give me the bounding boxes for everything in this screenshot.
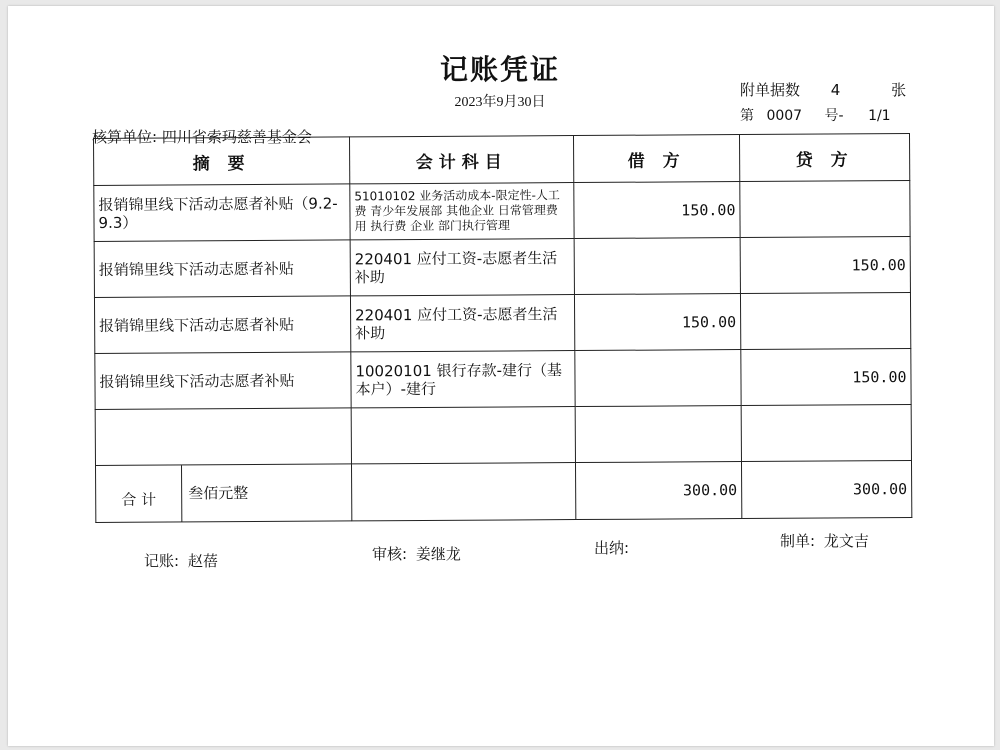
total-row: [96, 461, 912, 523]
header-summary: 摘 要: [94, 137, 350, 186]
bookkeeper-name: 赵蓓: [187, 552, 218, 570]
entry-row: [94, 237, 910, 298]
entry-debit: [575, 350, 741, 407]
entry-debit: 150.00: [574, 294, 740, 351]
entry-account: [351, 407, 575, 464]
voucher-number-prefix: 第: [740, 108, 754, 124]
total-label: 合 计: [96, 465, 182, 522]
entry-row-empty: [95, 405, 911, 466]
entry-summary: [95, 408, 351, 466]
voucher-page: 1/1: [868, 108, 891, 124]
entry-account: 51010102 业务活动成本-限定性-人工费 青少年发展部 其他企业 日常管理费用 执行费 企业 部门执行管理: [350, 183, 574, 240]
total-words-extension: [351, 463, 575, 521]
entry-debit: [575, 406, 741, 463]
entry-credit: 150.00: [740, 237, 910, 294]
total-credit: 300.00: [741, 461, 911, 519]
signature-line: [0, 530, 1000, 570]
total-cell: [96, 464, 352, 523]
voucher-table-wrap: [93, 133, 911, 523]
reviewer-signature: [372, 543, 461, 564]
voucher-table: [93, 133, 912, 523]
header-account: 会计科目: [349, 136, 573, 184]
reviewer-label: 审核:: [372, 545, 408, 563]
preparer-label: 制单:: [780, 532, 816, 550]
voucher-number-suffix: 号-: [824, 108, 844, 124]
entry-row: [94, 181, 910, 242]
entry-credit: [741, 405, 911, 462]
entry-debit: [574, 238, 740, 295]
reviewer-name: 姜继龙: [415, 545, 461, 563]
entry-row: [95, 349, 911, 410]
attachments-label: 附单据数: [740, 81, 801, 99]
total-debit: 300.00: [575, 462, 741, 520]
bookkeeper-signature: [144, 550, 218, 571]
voucher-date: 2023年9月30日: [454, 95, 546, 110]
attachments-unit: 张: [891, 81, 907, 99]
entry-summary: 报销锦里线下活动志愿者补贴: [95, 352, 351, 410]
entry-account: 220401 应付工资-志愿者生活补助: [350, 295, 574, 352]
attachments-value: 4: [830, 81, 841, 99]
preparer-name: 龙文吉: [823, 532, 869, 550]
entry-summary: 报销锦里线下活动志愿者补贴: [94, 296, 350, 354]
cashier-signature: [594, 537, 638, 558]
entry-debit: 150.00: [574, 182, 740, 239]
header-debit: 借 方: [573, 135, 739, 183]
entry-summary: 报销锦里线下活动志愿者补贴（9.2-9.3）: [94, 184, 350, 242]
voucher-number: [740, 105, 891, 125]
entry-account: 220401 应付工资-志愿者生活补助: [350, 239, 574, 296]
entry-summary: 报销锦里线下活动志愿者补贴: [94, 240, 350, 298]
cashier-label: 出纳:: [594, 539, 630, 557]
total-amount-words: 叁佰元整: [188, 484, 249, 503]
voucher-number-value: 0007: [766, 108, 803, 124]
entry-credit: 150.00: [741, 349, 911, 406]
bookkeeper-label: 记账:: [144, 552, 180, 570]
attachments-count: [740, 79, 906, 100]
header-credit: 贷 方: [739, 134, 909, 182]
entry-credit: [740, 293, 910, 350]
voucher-title: 记账凭证: [439, 53, 560, 86]
accounting-unit: 核算单位: 四川省索玛慈善基金会: [92, 128, 312, 146]
entry-credit: [740, 181, 910, 238]
header-row: [94, 134, 910, 186]
preparer-signature: [780, 530, 869, 551]
entry-account: 10020101 银行存款-建行（基本户）-建行: [351, 351, 575, 408]
entry-row: [94, 293, 910, 354]
